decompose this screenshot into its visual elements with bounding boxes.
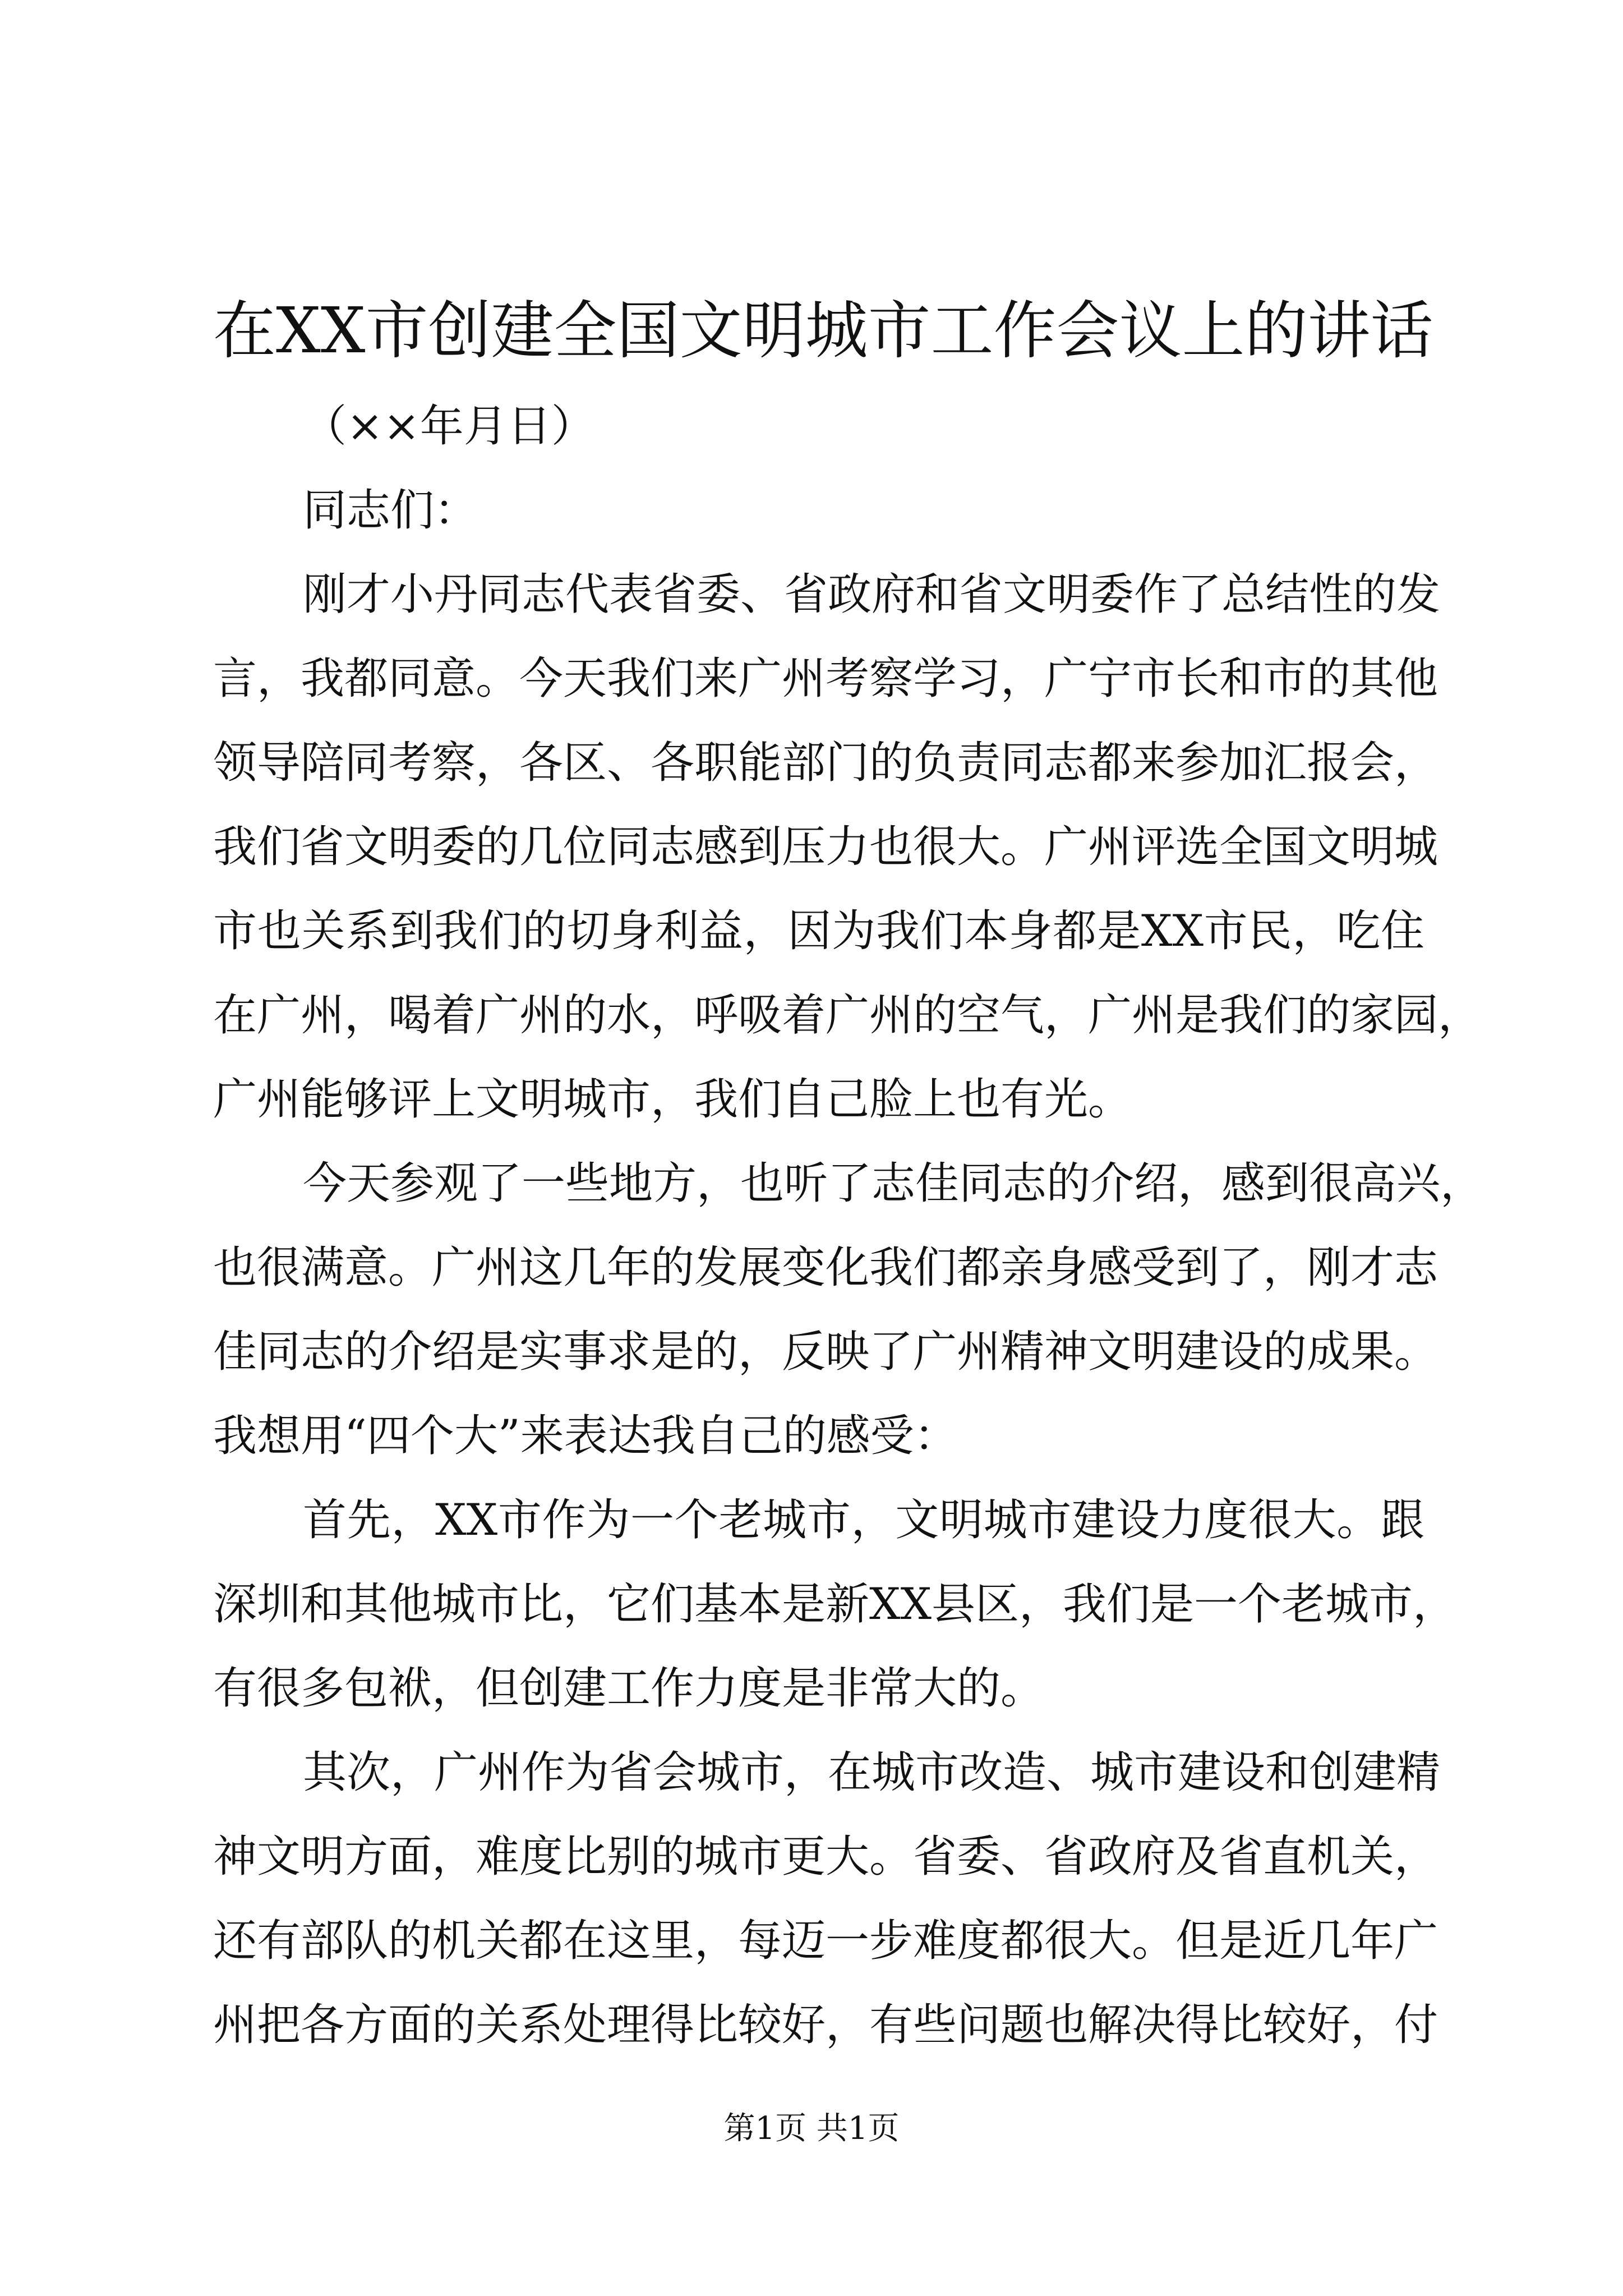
paragraph-line: 州把各方面的关系处理得比较好，有些问题也解决得比较好，付 xyxy=(213,2000,1438,2050)
paragraph-line: 在广州，喝着广州的水，呼吸着广州的空气，广州是我们的家园， xyxy=(213,990,1482,1041)
paragraph-line: 首先，XX市作为一个老城市，文明城市建设力度很大。跟 xyxy=(303,1495,1424,1545)
paragraph-line: 刚才小丹同志代表省委、省政府和省文明委作了总结性的发 xyxy=(303,569,1441,620)
date-line: （××年月日） xyxy=(303,401,595,452)
paragraph-line: 也很满意。广州这几年的发展变化我们都亲身感受到了，刚才志 xyxy=(213,1243,1438,1293)
paragraph-line: 我想用“四个大”来表达我自己的感受： xyxy=(213,1411,958,1461)
paragraph-line: 其次，广州作为省会城市，在城市改造、城市建设和创建精 xyxy=(303,1747,1441,1798)
paragraph-line: 还有部队的机关都在这里，每迈一步难度都很大。但是近几年广 xyxy=(213,1916,1438,1966)
paragraph-line: 深圳和其他城市比，它们基本是新XX县区，我们是一个老城市， xyxy=(213,1579,1457,1630)
paragraph-line: 今天参观了一些地方，也听了志佳同志的介绍，感到很高兴， xyxy=(303,1158,1484,1209)
paragraph-line: 言，我都同意。今天我们来广州考察学习，广宁市长和市的其他 xyxy=(213,654,1438,704)
page-title: 在XX市创建全国文明城市工作会议上的讲话 xyxy=(213,295,1433,367)
paragraph-line: 神文明方面，难度比别的城市更大。省委、省政府及省直机关， xyxy=(213,1832,1438,1882)
paragraph-line: 有很多包袱，但创建工作力度是非常大的。 xyxy=(213,1663,1045,1714)
paragraph-line: 佳同志的介绍是实事求是的，反映了广州精神文明建设的成果。 xyxy=(213,1327,1438,1377)
paragraph-line: 领导陪同考察，各区、各职能部门的负责同志都来参加汇报会， xyxy=(213,738,1438,788)
paragraph-line: 我们省文明委的几位同志感到压力也很大。广州评选全国文明城 xyxy=(213,822,1438,872)
page-footer: 第1页 共1页 xyxy=(723,2110,900,2147)
paragraph-line: 广州能够评上文明城市，我们自己脸上也有光。 xyxy=(213,1074,1132,1125)
paragraph-line: 市也关系到我们的切身利益，因为我们本身都是XX市民，吃住 xyxy=(213,906,1424,956)
salutation: 同志们： xyxy=(303,485,478,536)
